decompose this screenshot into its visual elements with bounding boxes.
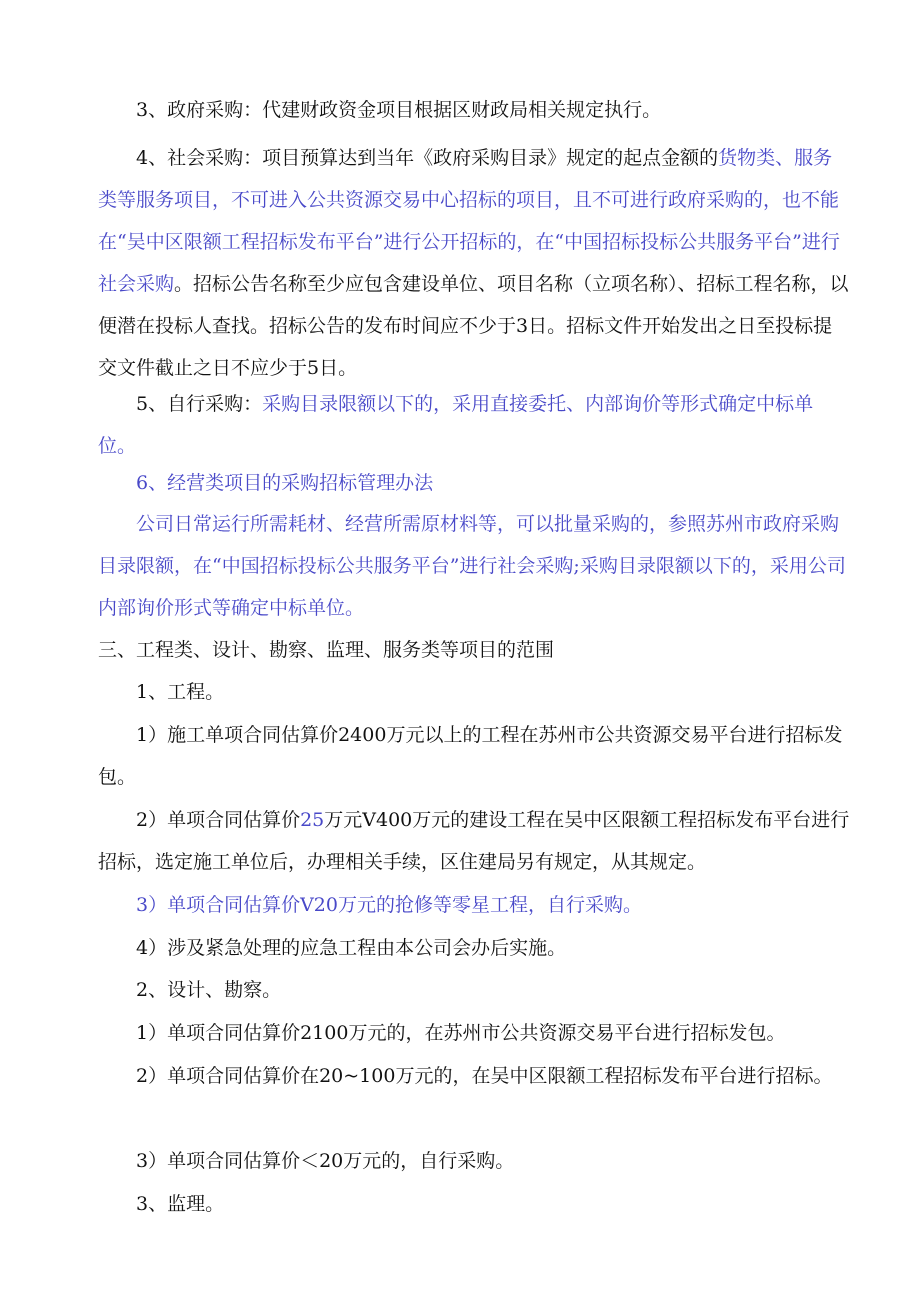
text-run: 4、社会采购：项目预算达到当年《政府采购目录》规定的起点金额的 xyxy=(136,147,719,169)
paragraph xyxy=(98,799,850,883)
text-run: 2）单项合同估算价在20~100万元的，在吴中区限额工程招标发布平台进行招标。 xyxy=(136,1065,833,1087)
text-run: 公司日常运行所需耗材、经营所需原材料等，可以批量采购的，参照苏州市政府采购目录限额，在“中国招标投标公共服务平台”进行社会采购;采购目录限额以下的，采用公司内部询价形式等确定中标单位。 xyxy=(98,513,846,619)
paragraph xyxy=(98,1140,850,1182)
text-run: 3、监理。 xyxy=(136,1193,225,1215)
paragraph xyxy=(98,1055,850,1097)
paragraph xyxy=(98,383,850,467)
paragraph xyxy=(98,927,850,969)
section-heading xyxy=(98,629,850,671)
paragraph xyxy=(98,969,850,1011)
text-run: 三、工程类、设计、勘察、监理、服务类等项目的范围 xyxy=(98,639,555,661)
text-run: 6、经营类项目的采购招标管理办法 xyxy=(136,472,434,494)
text-run: 1）施工单项合同估算价2400万元以上的工程在苏州市公共资源交易平台进行招标发包。 xyxy=(98,724,843,788)
paragraph xyxy=(98,1183,850,1225)
section-heading xyxy=(98,462,850,504)
highlighted-text-run: 25 xyxy=(300,809,325,831)
paragraph xyxy=(98,137,850,389)
highlighted-text-run: 采购目录限额以下的，采用直接委托、内部询价等形式确定中标单位。 xyxy=(98,393,814,457)
text-run: 4）涉及紧急处理的应急工程由本公司会办后实施。 xyxy=(136,937,567,959)
text-run: 3）单项合同估算价V20万元的抢修等零星工程，自行采购。 xyxy=(136,894,642,916)
text-run: 3）单项合同估算价＜20万元的，自行采购。 xyxy=(136,1150,515,1172)
paragraph xyxy=(98,884,850,926)
text-run: 1、工程。 xyxy=(136,681,225,703)
text-run: 。招标公告名称至少应包含建设单位、项目名称（立项名称）、招标工程名称，以便潜在投标人查找。招标公告的发布时间应不少于3日。招标文件开始发出之日至投标提交文件截止之日不应少于5日。 xyxy=(98,273,849,379)
text-run: 2、设计、勘察。 xyxy=(136,979,282,1001)
text-run: 5、自行采购： xyxy=(136,393,263,415)
paragraph xyxy=(98,714,850,798)
text-run: 1）单项合同估算价2100万元的，在苏州市公共资源交易平台进行招标发包。 xyxy=(136,1022,786,1044)
paragraph xyxy=(98,503,850,629)
highlighted-text-run: 货物类、服务类等服务项目，不可进入公共资源交易中心招标的项目，且不可进行政府采购的，也不能在“吴中区限额工程招标发布平台”进行公开招标的，在“中国招标投标公共服务平台”进行社会采购 xyxy=(98,147,840,295)
paragraph xyxy=(98,1012,850,1054)
text-run: 3、政府采购：代建财政资金项目根据区财政局相关规定执行。 xyxy=(136,99,662,121)
paragraph xyxy=(98,89,850,131)
paragraph xyxy=(98,671,850,713)
text-run: 2）单项合同估算价 xyxy=(136,809,301,831)
text-run: 万元V400万元的建设工程在吴中区限额工程招标发布平台进行招标，选定施工单位后，办理相关手续，区住建局另有规定，从其规定。 xyxy=(98,809,850,873)
